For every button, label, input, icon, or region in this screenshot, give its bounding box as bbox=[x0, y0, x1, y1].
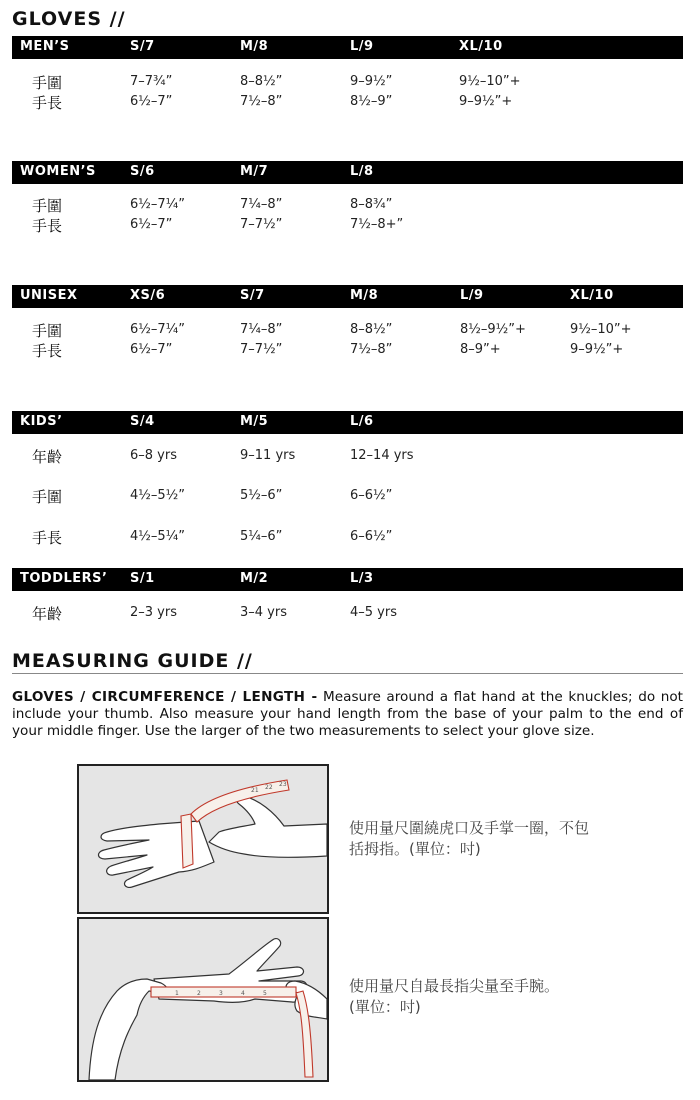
unisex-len-xs: 6½–7” bbox=[130, 342, 173, 357]
unisex-size-xs: XS/6 bbox=[130, 288, 166, 303]
toddlers-size-s: S/1 bbox=[130, 571, 155, 586]
toddlers-size-m: M/2 bbox=[240, 571, 269, 586]
length-note bbox=[349, 976, 559, 1018]
mens-circ-l: 9–9½” bbox=[350, 74, 393, 89]
womens-size-s: S/6 bbox=[130, 164, 155, 179]
mens-row-label-circumference: 手圍 bbox=[32, 74, 63, 92]
womens-size-l: L/8 bbox=[350, 164, 374, 179]
tape-1-number-1: 22 bbox=[265, 784, 273, 791]
kids-circ-s: 4½–5½” bbox=[130, 488, 185, 503]
mens-row-label-length: 手長 bbox=[32, 94, 63, 112]
unisex-circ-m: 8–8½” bbox=[350, 322, 393, 337]
mens-size-m: M/8 bbox=[240, 39, 269, 54]
kids-row-label-circumference: 手圍 bbox=[32, 488, 63, 506]
circumference-note-line-1: 使用量尺圍繞虎口及手掌一圈，不包 bbox=[349, 819, 590, 837]
toddlers-header-group: TODDLERS’ bbox=[20, 571, 108, 586]
kids-header-bar bbox=[12, 411, 683, 434]
kids-row-label-length: 手長 bbox=[32, 529, 63, 547]
womens-header-group: WOMEN’S bbox=[20, 164, 96, 179]
kids-age-s: 6–8 yrs bbox=[130, 448, 177, 463]
unisex-header-bar bbox=[12, 285, 683, 308]
unisex-header-group: UNISEX bbox=[20, 288, 78, 303]
length-note-line-2: (單位：吋) bbox=[349, 998, 421, 1016]
tape-2-number-2: 3 bbox=[219, 990, 223, 997]
mens-len-xl: 9–9½”+ bbox=[459, 94, 513, 109]
toddlers-age-m: 3–4 yrs bbox=[240, 605, 287, 620]
unisex-len-s: 7–7½” bbox=[240, 342, 283, 357]
womens-row-label-length: 手長 bbox=[32, 217, 63, 235]
unisex-circ-s: 7¼–8” bbox=[240, 322, 283, 337]
womens-len-m: 7–7½” bbox=[240, 217, 283, 232]
kids-age-l: 12–14 yrs bbox=[350, 448, 414, 463]
circumference-note-line-2: 括拇指。(單位：吋) bbox=[349, 840, 481, 858]
tape-2-number-4: 5 bbox=[263, 990, 267, 997]
measuring-guide-lead: GLOVES / CIRCUMFERENCE / LENGTH - bbox=[12, 689, 318, 705]
toddlers-size-l: L/3 bbox=[350, 571, 374, 586]
unisex-row-label-length: 手長 bbox=[32, 342, 63, 360]
womens-size-m: M/7 bbox=[240, 164, 269, 179]
unisex-size-l: L/9 bbox=[460, 288, 484, 303]
kids-size-l: L/6 bbox=[350, 414, 374, 429]
unisex-circ-l: 8½–9½”+ bbox=[460, 322, 526, 337]
womens-circ-m: 7¼–8” bbox=[240, 197, 283, 212]
womens-row-label-circumference: 手圍 bbox=[32, 197, 63, 215]
circumference-note bbox=[349, 818, 589, 860]
circumference-illustration bbox=[77, 764, 329, 914]
mens-size-s: S/7 bbox=[130, 39, 155, 54]
mens-len-l: 8½–9” bbox=[350, 94, 393, 109]
gloves-title: GLOVES // bbox=[12, 8, 126, 30]
kids-len-m: 5¼–6” bbox=[240, 529, 283, 544]
length-illustration bbox=[77, 917, 329, 1082]
unisex-len-m: 7½–8” bbox=[350, 342, 393, 357]
mens-header-group: MEN’S bbox=[20, 39, 70, 54]
womens-header-bar bbox=[12, 161, 683, 184]
toddlers-age-s: 2–3 yrs bbox=[130, 605, 177, 620]
measuring-guide-title: MEASURING GUIDE // bbox=[12, 650, 253, 672]
womens-circ-l: 8–8¾” bbox=[350, 197, 393, 212]
mens-len-s: 6½–7” bbox=[130, 94, 173, 109]
womens-len-s: 6½–7” bbox=[130, 217, 173, 232]
unisex-circ-xs: 6½–7¼” bbox=[130, 322, 185, 337]
kids-row-label-age: 年齡 bbox=[32, 448, 63, 466]
tape-2-number-3: 4 bbox=[241, 990, 245, 997]
kids-len-l: 6–6½” bbox=[350, 529, 393, 544]
kids-size-s: S/4 bbox=[130, 414, 155, 429]
kids-circ-m: 5½–6” bbox=[240, 488, 283, 503]
toddlers-age-l: 4–5 yrs bbox=[350, 605, 397, 620]
unisex-len-l: 8–9”+ bbox=[460, 342, 501, 357]
length-note-line-1: 使用量尺自最長指尖量至手腕。 bbox=[349, 977, 560, 995]
kids-circ-l: 6–6½” bbox=[350, 488, 393, 503]
kids-age-m: 9–11 yrs bbox=[240, 448, 296, 463]
kids-size-m: M/5 bbox=[240, 414, 269, 429]
toddlers-row-label-age: 年齡 bbox=[32, 605, 63, 623]
measuring-guide-divider bbox=[12, 673, 683, 674]
unisex-circ-xl: 9½–10”+ bbox=[570, 322, 632, 337]
toddlers-header-bar bbox=[12, 568, 683, 591]
tape-2-number-1: 2 bbox=[197, 990, 201, 997]
mens-size-l: L/9 bbox=[350, 39, 374, 54]
mens-circ-m: 8–8½” bbox=[240, 74, 283, 89]
tape-2-number-0: 1 bbox=[175, 990, 179, 997]
mens-circ-xl: 9½–10”+ bbox=[459, 74, 521, 89]
unisex-size-m: M/8 bbox=[350, 288, 379, 303]
measuring-guide-body: Measure around a flat hand at the knuckles; do not include your thumb. Also measure your hand length from the base of your palm to the end of your middle finger. Use the larger of the two measurements to select your glove size. bbox=[12, 689, 683, 739]
unisex-len-xl: 9–9½”+ bbox=[570, 342, 624, 357]
unisex-size-s: S/7 bbox=[240, 288, 265, 303]
mens-len-m: 7½–8” bbox=[240, 94, 283, 109]
unisex-size-xl: XL/10 bbox=[570, 288, 614, 303]
womens-len-l: 7½–8+” bbox=[350, 217, 404, 232]
tape-1-number-2: 23 bbox=[279, 781, 287, 788]
mens-size-xl: XL/10 bbox=[459, 39, 503, 54]
tape-1-number-0: 21 bbox=[251, 787, 259, 794]
mens-header-bar bbox=[12, 36, 683, 59]
kids-header-group: KIDS’ bbox=[20, 414, 63, 429]
unisex-row-label-circumference: 手圍 bbox=[32, 322, 63, 340]
womens-circ-s: 6½–7¼” bbox=[130, 197, 185, 212]
kids-len-s: 4½–5¼” bbox=[130, 529, 185, 544]
measuring-guide-text bbox=[12, 689, 683, 740]
mens-circ-s: 7–7¾” bbox=[130, 74, 173, 89]
